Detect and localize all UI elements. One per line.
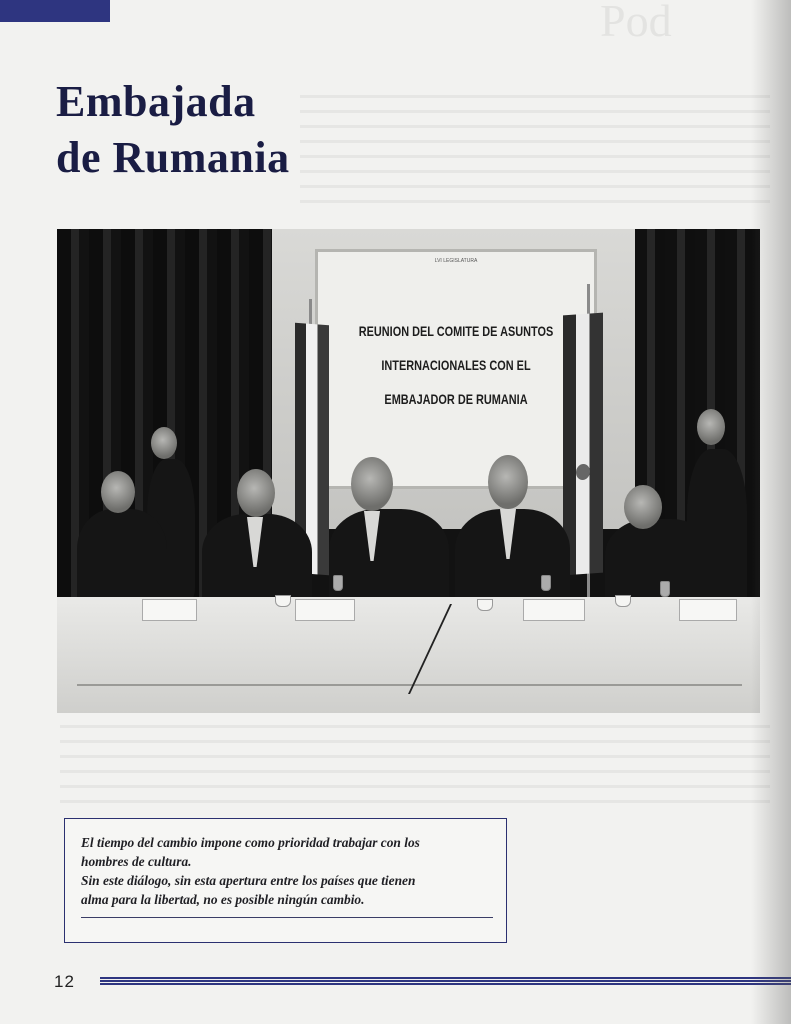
person-head bbox=[488, 455, 528, 509]
quote-text bbox=[81, 833, 493, 909]
banner-sign bbox=[315, 249, 597, 489]
quote-box bbox=[64, 818, 507, 943]
ghost-heading: Pod bbox=[600, 0, 672, 46]
person-head bbox=[151, 427, 177, 459]
person-head bbox=[351, 457, 393, 511]
title-line-2: de Rumania bbox=[56, 133, 290, 182]
quote-line-3: Sin este diálogo, sin esta apertura entre los países que tienen bbox=[81, 873, 416, 888]
water-glass bbox=[541, 575, 551, 591]
banner-line-2: INTERNACIONALES CON EL bbox=[381, 357, 531, 373]
flag-right bbox=[563, 313, 603, 576]
nameplate bbox=[295, 599, 355, 621]
coffee-cup bbox=[477, 599, 493, 611]
page-title bbox=[56, 74, 290, 186]
water-glass bbox=[660, 581, 670, 597]
nameplate bbox=[523, 599, 585, 621]
title-line-1: Embajada bbox=[56, 77, 256, 126]
quote-line-1: El tiempo del cambio impone como prioridad trabajar con los bbox=[81, 835, 420, 850]
bleed-through-text bbox=[300, 95, 770, 215]
banner-text bbox=[348, 314, 563, 416]
page-number: 12 bbox=[54, 972, 75, 991]
flag-emblem-icon bbox=[576, 464, 590, 481]
footer-rule bbox=[100, 977, 791, 985]
water-glass bbox=[333, 575, 343, 591]
person-seated-1 bbox=[77, 509, 167, 609]
nameplate bbox=[679, 599, 737, 621]
meeting-photo bbox=[57, 229, 760, 713]
quote-line-4: alma para la libertad, no es posible ningún cambio. bbox=[81, 892, 365, 907]
coffee-cup bbox=[615, 595, 631, 607]
banner-small-text: LVI LEGISLATURA bbox=[434, 258, 478, 264]
binding-shadow bbox=[751, 0, 791, 1024]
person-standing-right bbox=[687, 449, 747, 609]
bleed-through-text-lower bbox=[60, 725, 770, 815]
person-head bbox=[101, 471, 135, 513]
nameplate bbox=[142, 599, 197, 621]
quote-rule bbox=[81, 917, 493, 918]
banner-line-1: REUNION DEL COMITE DE ASUNTOS bbox=[358, 323, 554, 339]
person-head bbox=[237, 469, 275, 517]
banner-line-3: EMBAJADOR DE RUMANIA bbox=[384, 391, 528, 407]
person-head bbox=[697, 409, 725, 445]
person-head bbox=[624, 485, 662, 529]
quote-line-2: hombres de cultura. bbox=[81, 854, 192, 869]
table-edge bbox=[77, 684, 742, 686]
person-seated-3 bbox=[329, 509, 449, 609]
coffee-cup bbox=[275, 595, 291, 607]
header-accent-bar bbox=[0, 0, 110, 22]
